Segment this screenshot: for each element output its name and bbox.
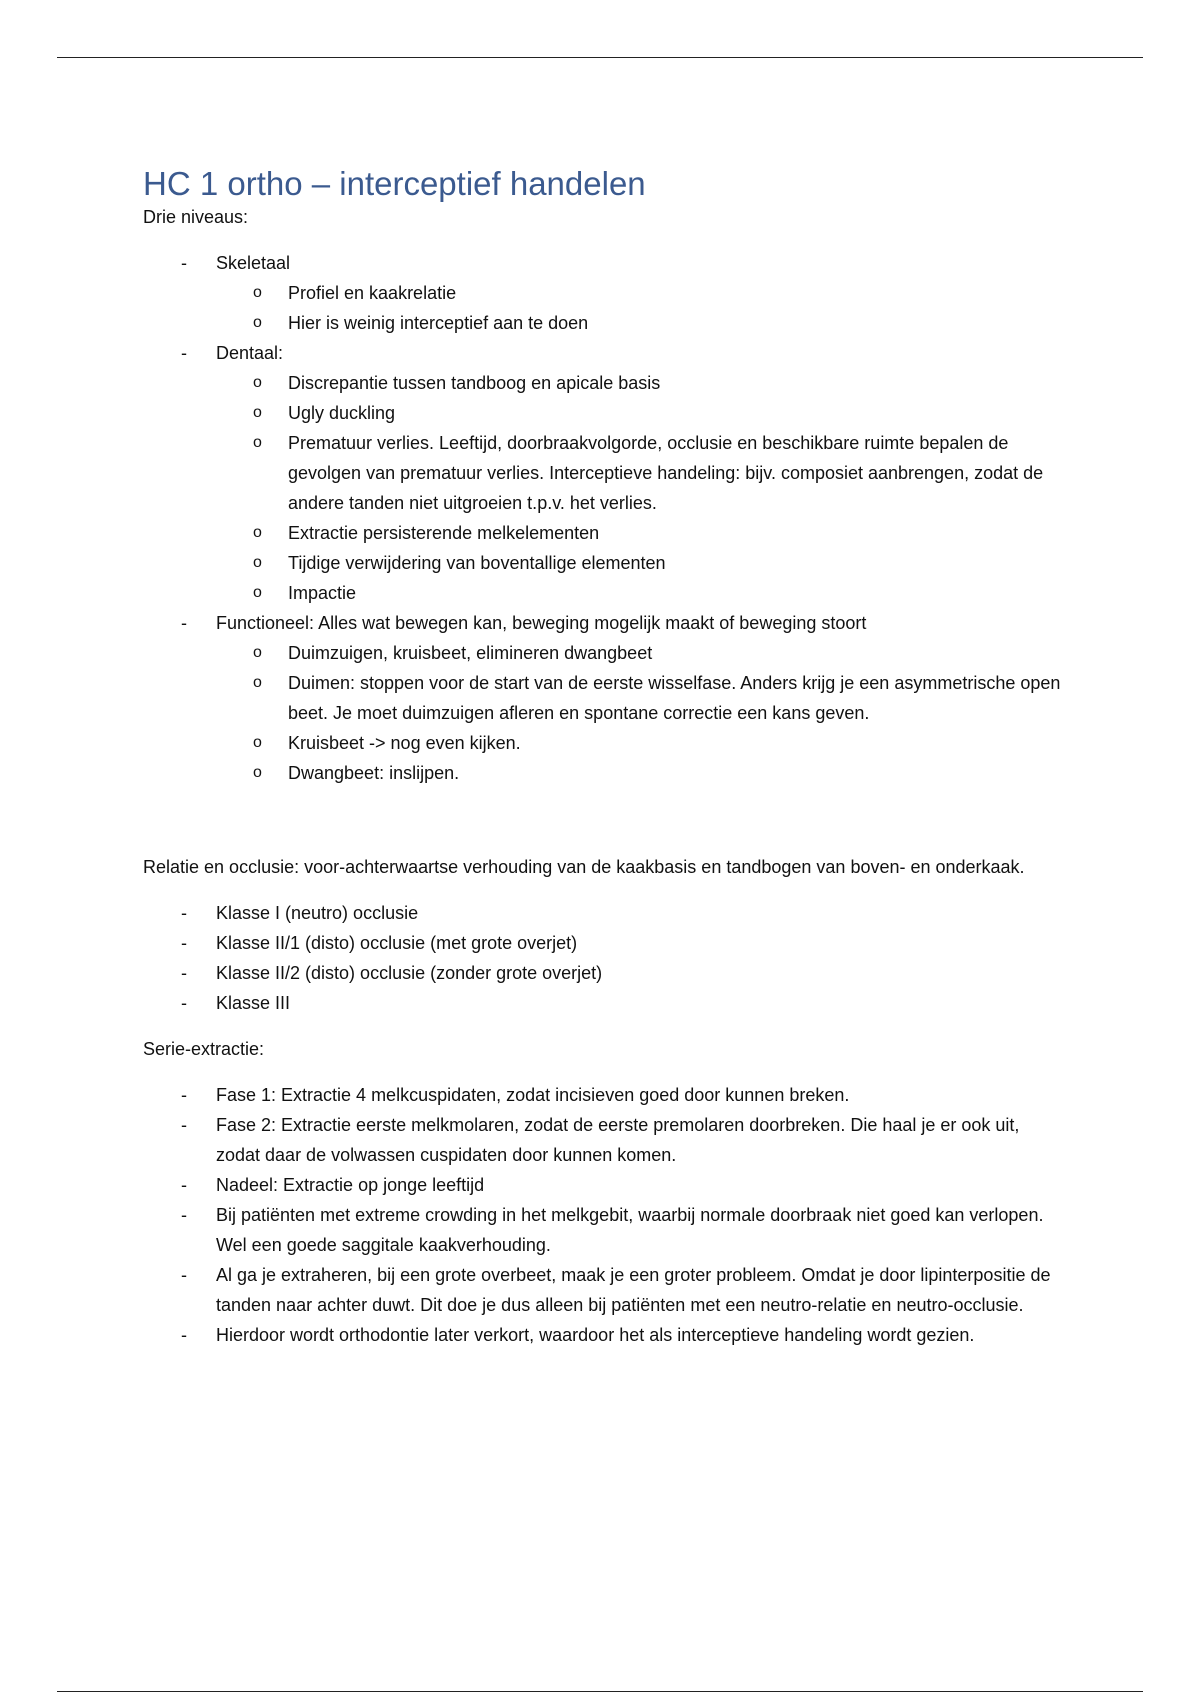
list-item — [143, 1200, 1063, 1260]
sub-item-text: Profiel en kaakrelatie — [288, 283, 457, 303]
intro-label: Drie niveaus: — [143, 207, 249, 227]
list-item — [143, 958, 1063, 988]
spacer — [143, 1064, 1063, 1080]
dash-bullet: - — [181, 903, 187, 923]
levels-list — [143, 248, 1063, 788]
sub-item — [216, 548, 1063, 578]
sub-item-text: Dwangbeet: inslijpen. — [288, 763, 460, 783]
serie-list — [143, 1080, 1063, 1350]
dash-bullet: - — [181, 1325, 187, 1345]
circle-bullet: o — [253, 284, 262, 301]
relation-paragraph: Relatie en occlusie: voor-achterwaartse verhouding van de kaakbasis en tandbogen van boven- en onderkaak. — [143, 857, 1025, 877]
list-item-text: Bij patiënten met extreme crowding in het melkgebit, waarbij normale doorbraak niet goed kan verlopen. Wel een goede saggitale kaakverhouding. — [216, 1205, 1044, 1255]
circle-bullet: o — [253, 314, 262, 331]
level-item-functioneel — [143, 608, 1063, 788]
list-item-text: Klasse I (neutro) occlusie — [216, 903, 419, 923]
page-title: HC 1 ortho – interceptief handelen — [143, 165, 646, 202]
list-item-text: Klasse III — [216, 993, 291, 1013]
list-item — [143, 928, 1063, 958]
list-item — [143, 1110, 1063, 1170]
list-item-text: Hierdoor wordt orthodontie later verkort, waardoor het als interceptieve handeling wordt gezien. — [216, 1325, 975, 1345]
list-item-text: Klasse II/1 (disto) occlusie (met grote overjet) — [216, 933, 578, 953]
sub-item-text: Kruisbeet -> nog even kijken. — [288, 733, 521, 753]
sub-item-text: Duimen: stoppen voor de start van de eerste wisselfase. Anders krijg je een asymmetrische open beet. Je moet duimzuigen afleren en spontane correctie een kans geven. — [288, 673, 1061, 723]
dash-bullet: - — [181, 1205, 187, 1225]
spacer — [143, 788, 1063, 852]
serie-label: Serie-extractie: — [143, 1039, 265, 1059]
circle-bullet: o — [253, 674, 262, 691]
sub-item-text: Extractie persisterende melkelementen — [288, 523, 600, 543]
sub-list — [216, 278, 1063, 338]
level-item-dentaal — [143, 338, 1063, 608]
sub-item — [216, 278, 1063, 308]
dash-bullet: - — [181, 253, 187, 273]
list-item-text: Al ga je extraheren, bij een grote overbeet, maak je een groter probleem. Omdat je door lipinterpositie de tanden naar achter duwt. Dit doe je dus alleen bij patiënten met een neutro-relatie en neutro-occlusie. — [216, 1265, 1051, 1315]
spacer — [143, 1018, 1063, 1034]
sub-item-text: Impactie — [288, 583, 357, 603]
list-item — [143, 1170, 1063, 1200]
sub-item — [216, 398, 1063, 428]
sub-item — [216, 428, 1063, 518]
sub-item-text: Duimzuigen, kruisbeet, elimineren dwangbeet — [288, 643, 653, 663]
circle-bullet: o — [253, 524, 262, 541]
level-label: Skeletaal — [216, 253, 291, 273]
circle-bullet: o — [253, 374, 262, 391]
circle-bullet: o — [253, 764, 262, 781]
dash-bullet: - — [181, 993, 187, 1013]
document-body — [143, 162, 1063, 1350]
list-item-text: Klasse II/2 (disto) occlusie (zonder grote overjet) — [216, 963, 603, 983]
sub-item — [216, 578, 1063, 608]
circle-bullet: o — [253, 404, 262, 421]
sub-item — [216, 728, 1063, 758]
sub-item-text: Prematuur verlies. Leeftijd, doorbraakvolgorde, occlusie en beschikbare ruimte bepalen de gevolgen van prematuur verlies. Interceptieve handeling: bijv. composiet aanbrengen, zodat de andere tanden niet uitgroeien t.p.v. het verlies. — [288, 433, 1044, 513]
sub-item-text: Hier is weinig interceptief aan te doen — [288, 313, 589, 333]
dash-bullet: - — [181, 613, 187, 633]
dash-bullet: - — [181, 1265, 187, 1285]
sub-item — [216, 638, 1063, 668]
dash-bullet: - — [181, 343, 187, 363]
level-label: Functioneel: Alles wat bewegen kan, beweging mogelijk maakt of beweging stoort — [216, 613, 867, 633]
level-label: Dentaal: — [216, 343, 284, 363]
dash-bullet: - — [181, 1175, 187, 1195]
dash-bullet: - — [181, 933, 187, 953]
list-item — [143, 988, 1063, 1018]
circle-bullet: o — [253, 734, 262, 751]
list-item-text: Nadeel: Extractie op jonge leeftijd — [216, 1175, 485, 1195]
list-item — [143, 1320, 1063, 1350]
classes-list — [143, 898, 1063, 1018]
list-item — [143, 898, 1063, 928]
dash-bullet: - — [181, 1085, 187, 1105]
list-item-text: Fase 1: Extractie 4 melkcuspidaten, zodat incisieven goed door kunnen breken. — [216, 1085, 850, 1105]
circle-bullet: o — [253, 554, 262, 571]
sub-list — [216, 638, 1063, 788]
sub-item — [216, 758, 1063, 788]
header-rule — [57, 57, 1143, 58]
list-item — [143, 1080, 1063, 1110]
list-item — [143, 1260, 1063, 1320]
sub-list — [216, 368, 1063, 608]
sub-item-text: Ugly duckling — [288, 403, 396, 423]
spacer — [143, 232, 1063, 248]
spacer — [143, 882, 1063, 898]
circle-bullet: o — [253, 584, 262, 601]
level-item-skeletaal — [143, 248, 1063, 338]
circle-bullet: o — [253, 644, 262, 661]
dash-bullet: - — [181, 1115, 187, 1135]
footer-rule — [57, 1691, 1143, 1692]
sub-item-text: Discrepantie tussen tandboog en apicale basis — [288, 373, 661, 393]
sub-item — [216, 668, 1063, 728]
sub-item — [216, 308, 1063, 338]
sub-item — [216, 368, 1063, 398]
dash-bullet: - — [181, 963, 187, 983]
circle-bullet: o — [253, 434, 262, 451]
list-item-text: Fase 2: Extractie eerste melkmolaren, zodat de eerste premolaren doorbreken. Die haal je er ook uit, zodat daar de volwassen cuspidaten door kunnen komen. — [216, 1115, 1020, 1165]
sub-item-text: Tijdige verwijdering van boventallige elementen — [288, 553, 666, 573]
sub-item — [216, 518, 1063, 548]
